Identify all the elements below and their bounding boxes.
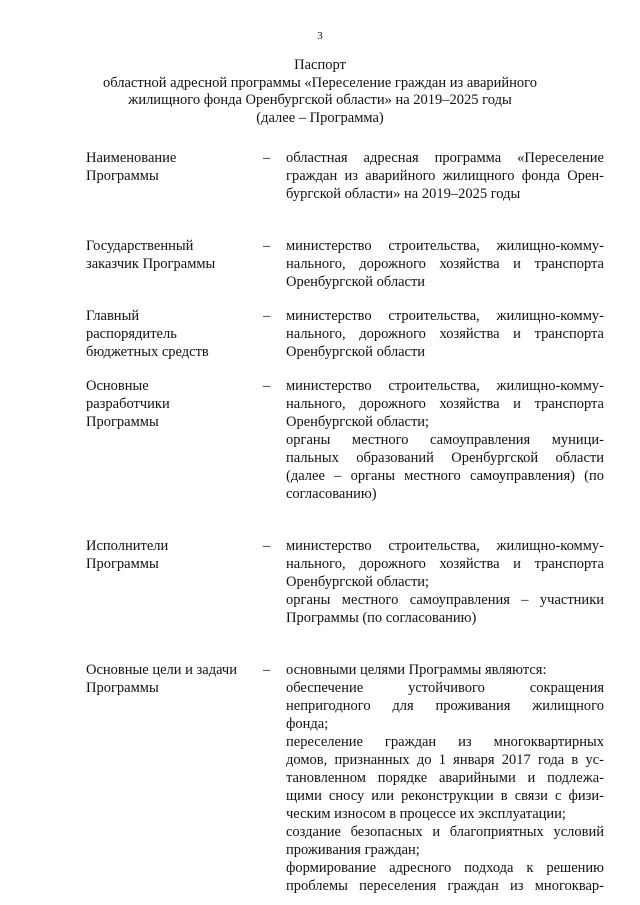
row-label: Государственный заказчик Программы	[86, 238, 216, 272]
row-dash: –	[263, 238, 271, 254]
passport-table	[0, 149, 640, 895]
row-label: Основные разработчики Программы	[86, 378, 170, 430]
row-dash: –	[263, 538, 271, 554]
row-label: Наименование Программы	[86, 150, 177, 184]
row-value: областная адресная программа «Переселение граждан из аварийного жилищного фонда Орен- бургской области» на 2019–2025 годы	[286, 150, 604, 202]
row-value: министерство строительства, жилищно-комму- нального, дорожного хозяйства и транспорта Оренбургской области; органы местного самоуправления муници- пальных образований Оренбургской области (далее – органы местного самоуправления) (по согласованию)	[286, 378, 604, 502]
title-line: Паспорт	[294, 57, 346, 73]
title-line: областной адресной программы «Переселение граждан из аварийного	[102, 74, 538, 91]
row-dash: –	[263, 378, 271, 394]
row-dash: –	[263, 662, 271, 678]
page-number: 3	[317, 30, 323, 42]
row-value: министерство строительства, жилищно-комму- нального, дорожного хозяйства и транспорта Оренбургской области	[286, 308, 604, 360]
row-dash: –	[263, 150, 271, 166]
passport-row-budget-manager	[0, 307, 640, 361]
passport-row-developers	[0, 377, 640, 503]
passport-row-goals	[0, 661, 640, 895]
row-value: основными целями Программы являются: обеспечение устойчивого сокращения непригодного для проживания жилищного фонда; переселение граждан из многоквартирных домов, признанных до 1 января 2017 года в ус- тановленном порядке аварийными и подлежа- щими сносу или реконструкции в связи с физи- ческим износом в процессе их эксплуатации; создание безопасных и благоприятных условий проживания граждан; формирование адресного подхода к решению проблемы переселения граждан из многоквар-	[286, 662, 604, 894]
passport-row-executors	[0, 537, 640, 627]
document-title	[70, 57, 570, 127]
passport-row-customer	[0, 237, 640, 291]
title-line: жилищного фонда Оренбургской области» на 2019–2025 годы	[128, 92, 512, 108]
row-label: Исполнители Программы	[86, 538, 169, 572]
title-line: (далее – Программа)	[256, 109, 384, 126]
row-value: министерство строительства, жилищно-комму- нального, дорожного хозяйства и транспорта Оренбургской области	[286, 238, 604, 290]
passport-row-name	[0, 149, 640, 203]
row-label: Основные цели и задачи Программы	[86, 662, 237, 696]
row-dash: –	[263, 308, 271, 324]
row-value: министерство строительства, жилищно-комму- нального, дорожного хозяйства и транспорта Оренбургской области; органы местного самоуправления – участники Программы (по согласованию)	[286, 538, 604, 626]
row-label: Главный распорядитель бюджетных средств	[86, 308, 209, 360]
